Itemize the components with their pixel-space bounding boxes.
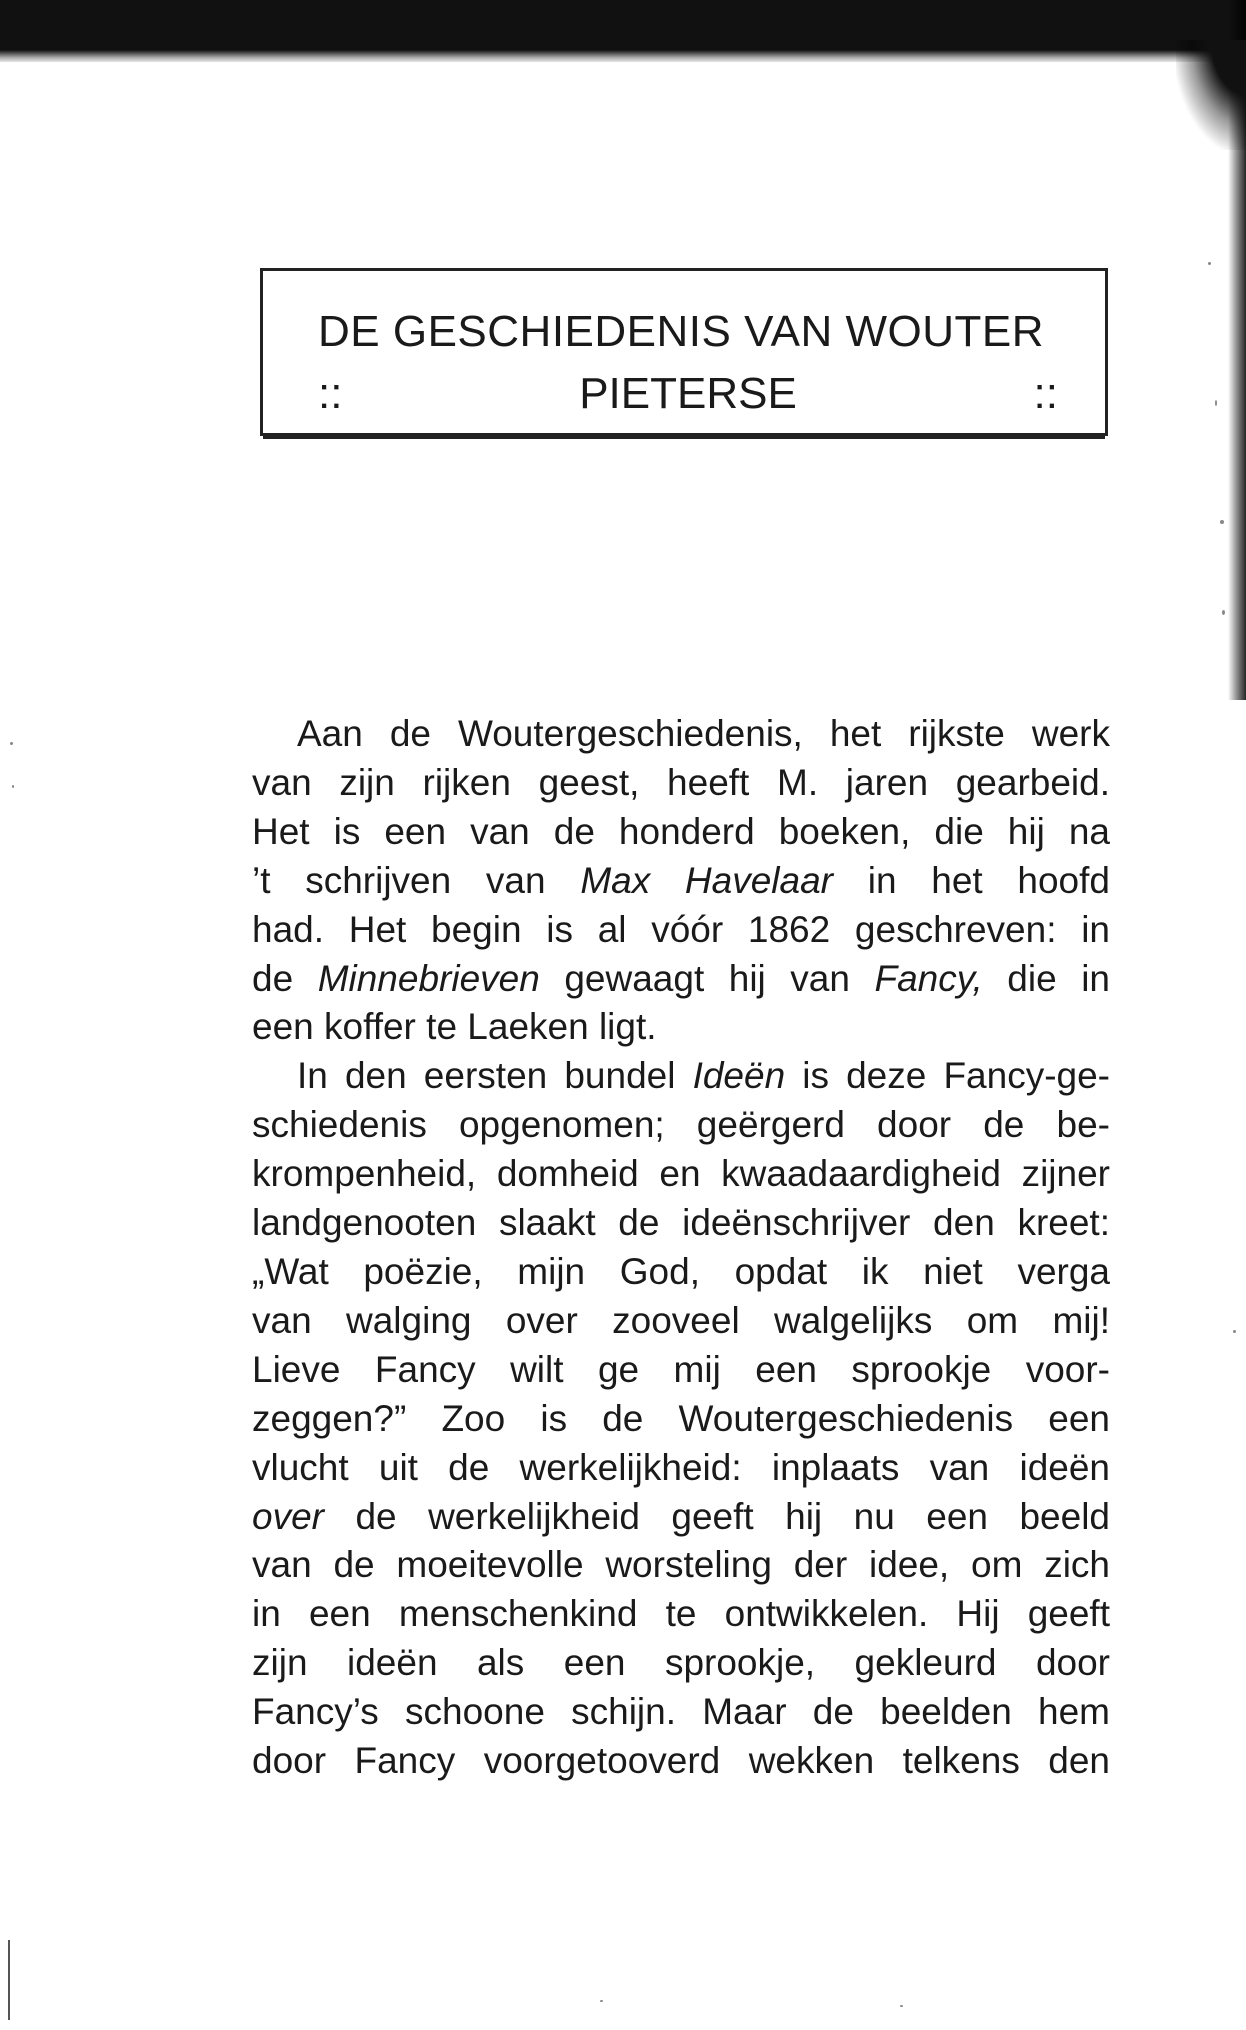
text-line: Het is een van de honderd boeken, die hij na: [252, 810, 1110, 852]
text-line: zeggen?” Zoo is de Woutergeschiedenis een: [252, 1397, 1110, 1439]
text-line: ’t schrijven van Max Havelaar in het hoofd: [252, 859, 1110, 901]
text-line: Aan de Woutergeschiedenis, het rijkste werk: [297, 713, 1110, 754]
text-line: door Fancy voorgetooverd wekken telkens den: [252, 1740, 1110, 1782]
text-line: krompenheid, domheid en kwaadaardigheid zijner: [252, 1153, 1110, 1195]
scan-edge-left: [8, 1940, 10, 2020]
title-name: PIETERSE: [579, 369, 797, 418]
text-line: van walging over zooveel walgelijks om mij!: [252, 1299, 1110, 1341]
book-title-minnebrieven: Minnebrieven: [317, 957, 540, 999]
paragraph-1: [252, 710, 1110, 1052]
scan-corner-shadow: [1176, 40, 1246, 150]
text-line: in een menschenkind te ontwikkelen. Hij geeft: [252, 1593, 1110, 1635]
text-line: had. Het begin is al vóór 1862 geschreven: in: [252, 908, 1110, 950]
chapter-title-frame: [260, 268, 1108, 436]
paragraph-2: [252, 1052, 1110, 1786]
chapter-title-line2: [318, 369, 1058, 419]
emphasis-over: over: [252, 1495, 324, 1537]
text-line: „Wat poëzie, mijn God, opdat ik niet verga: [252, 1250, 1110, 1292]
text-line: schiedenis opgenomen; geërgerd door de be-: [252, 1104, 1110, 1146]
text-line: In den eersten bundel Ideën is deze Fancy-ge-: [297, 1055, 1110, 1097]
text-line: van zijn rijken geest, heeft M. jaren gearbeid.: [252, 761, 1110, 803]
name-fancy: Fancy,: [874, 957, 983, 999]
text-line: landgenooten slaakt de ideënschrijver den kreet:: [252, 1202, 1110, 1244]
book-title-ideen: Ideën: [692, 1055, 786, 1097]
text-line: van de moeitevolle worsteling der idee, om zich: [252, 1544, 1110, 1586]
text-line: Fancy’s schoone schijn. Maar de beelden hem: [252, 1691, 1110, 1733]
chapter-title-line1: DE GESCHIEDENIS VAN WOUTER: [318, 307, 1045, 356]
text-line: Lieve Fancy wilt ge mij een sprookje voor-: [252, 1348, 1110, 1390]
title-ornament-left: ::: [318, 369, 343, 418]
text-line: zijn ideën als een sprookje, gekleurd door: [252, 1642, 1110, 1684]
text-line: over de werkelijkheid geeft hij nu een beeld: [252, 1495, 1110, 1537]
scan-edge-top: [0, 0, 1246, 62]
book-title-max-havelaar: Max Havelaar: [580, 859, 834, 901]
title-ornament-right: ::: [1033, 369, 1058, 418]
text-line: een koffer te Laeken ligt.: [252, 1006, 657, 1048]
text-line: vlucht uit de werkelijkheid: inplaats van ideën: [252, 1446, 1110, 1488]
text-line: de Minnebrieven gewaagt hij van Fancy, die in: [252, 957, 1111, 999]
body-text: [252, 710, 1110, 1786]
